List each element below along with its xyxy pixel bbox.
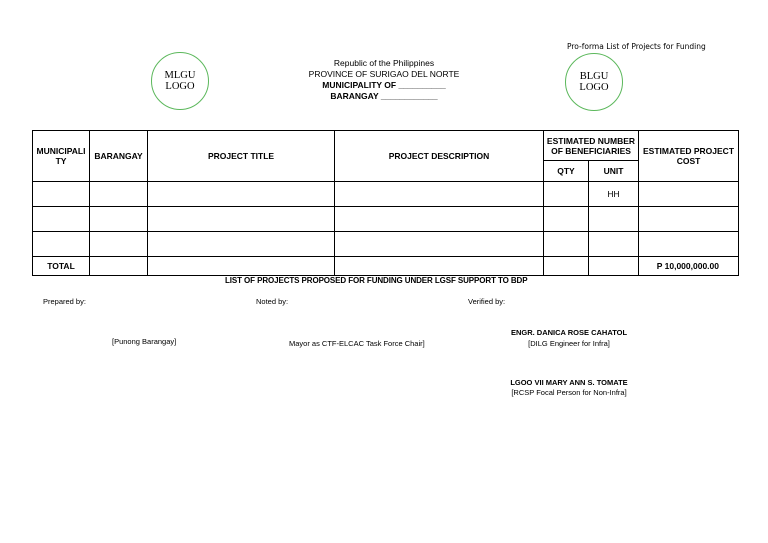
- total-row: [33, 257, 739, 276]
- barangay-line: BARANGAY ____________: [330, 91, 438, 101]
- noted-by-label: Noted by:: [256, 297, 289, 306]
- republic-line: Republic of the Philippines: [333, 58, 435, 68]
- cell-municipality: [33, 232, 90, 257]
- verified-by-label: Verified by:: [468, 297, 506, 306]
- cell-qty: [544, 182, 589, 207]
- cell-barangay: [90, 207, 148, 232]
- cell-barangay: [90, 182, 148, 207]
- table-row: [33, 207, 739, 232]
- cell-title: [148, 232, 335, 257]
- cell-qty: [544, 207, 589, 232]
- blgu-logo-placeholder: [565, 53, 623, 111]
- total-cell-empty: [90, 257, 148, 276]
- total-label: TOTAL: [33, 257, 90, 276]
- total-cell-empty: [148, 257, 335, 276]
- lgoo-name: LGOO VII MARY ANN S. TOMATE: [510, 378, 628, 387]
- punong-barangay-title: [Punong Barangay]: [112, 337, 177, 346]
- mlgu-logo-text-1: MLGU: [164, 70, 196, 81]
- engineer-title: [DILG Engineer for Infra]: [528, 339, 610, 348]
- table-caption: LIST OF PROJECTS PROPOSED FOR FUNDING UNDER LGSF SUPPORT TO BDP: [225, 276, 528, 285]
- cell-cost: [639, 182, 739, 207]
- blgu-logo-text-1: BLGU: [579, 71, 609, 82]
- header-project-description: PROJECT DESCRIPTION: [335, 131, 544, 182]
- cell-barangay: [90, 232, 148, 257]
- cell-description: [335, 232, 544, 257]
- total-cell-empty: [335, 257, 544, 276]
- header-municipality: MUNICIPALI TY: [33, 131, 90, 182]
- cell-title: [148, 182, 335, 207]
- cell-title: [148, 207, 335, 232]
- cell-cost: [639, 232, 739, 257]
- header-estimated-cost: ESTIMATED PROJECT COST: [639, 131, 739, 182]
- header-project-title: PROJECT TITLE: [148, 131, 335, 182]
- header-unit: UNIT: [589, 161, 639, 182]
- mlgu-logo-text-2: LOGO: [165, 81, 195, 92]
- cell-description: [335, 207, 544, 232]
- header-estimated-beneficiaries: ESTIMATED NUMBER OF BENEFICIARIES: [544, 131, 639, 161]
- prepared-by-label: Prepared by:: [43, 297, 86, 306]
- province-line: PROVINCE OF SURIGAO DEL NORTE: [308, 69, 460, 79]
- total-cost: P 10,000,000.00: [639, 257, 739, 276]
- municipality-line: MUNICIPALITY OF __________: [322, 80, 446, 90]
- header-qty: QTY: [544, 161, 589, 182]
- total-cell-empty: [544, 257, 589, 276]
- header-barangay: BARANGAY: [90, 131, 148, 182]
- cell-cost: [639, 207, 739, 232]
- cell-unit: [589, 207, 639, 232]
- cell-municipality: [33, 182, 90, 207]
- document-header: [290, 58, 478, 102]
- mlgu-logo-placeholder: [151, 52, 209, 110]
- engineer-name: ENGR. DANICA ROSE CAHATOL: [510, 328, 628, 337]
- table-row: [33, 182, 739, 207]
- cell-unit: [589, 232, 639, 257]
- table-row: [33, 232, 739, 257]
- total-cell-empty: [589, 257, 639, 276]
- blgu-logo-text-2: LOGO: [579, 82, 609, 93]
- cell-qty: [544, 232, 589, 257]
- projects-table: [32, 130, 739, 276]
- lgoo-title: [RCSP Focal Person for Non-Infra]: [511, 388, 627, 397]
- cell-unit: HH: [589, 182, 639, 207]
- form-note: Pro-forma List of Projects for Funding: [567, 42, 706, 51]
- mayor-title: Mayor as CTF-ELCAC Task Force Chair]: [289, 339, 425, 348]
- cell-municipality: [33, 207, 90, 232]
- cell-description: [335, 182, 544, 207]
